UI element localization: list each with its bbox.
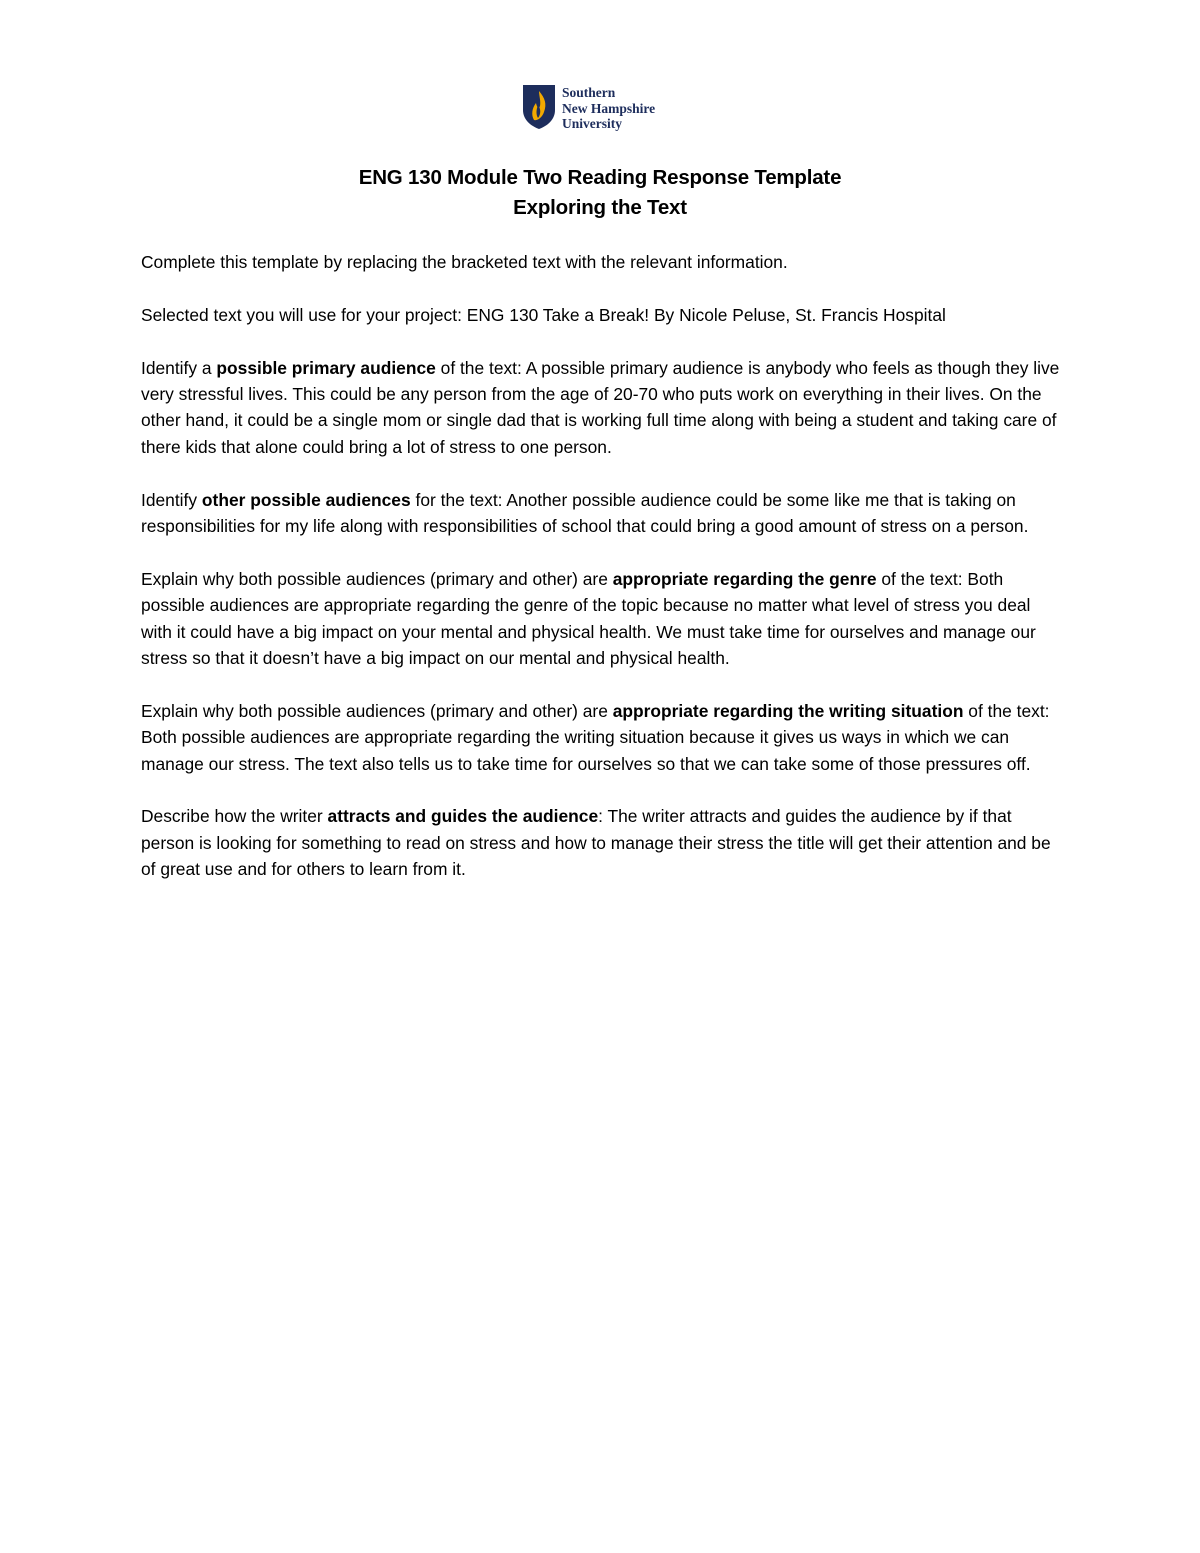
- prompt-text: of the text:: [435, 357, 526, 378]
- prompt-text: Identify: [141, 489, 202, 510]
- attracts-guides-paragraph: [141, 803, 1061, 882]
- primary-audience-paragraph: [141, 355, 1061, 461]
- prompt-keyword: other possible audiences: [201, 489, 411, 510]
- prompt-text: Explain why both possible audiences (primary and other) are: [141, 568, 613, 589]
- logo-line-2: New Hampshire: [562, 100, 656, 116]
- other-audiences-paragraph: [141, 487, 1061, 540]
- prompt-text: Identify a: [141, 357, 217, 378]
- prompt-keyword: appropriate regarding the genre: [612, 568, 877, 589]
- prompt-text: :: [598, 806, 608, 827]
- prompt-text: Describe how the writer: [141, 806, 328, 827]
- response-text: The writer attracts and guides the audience by if that person is looking for something to read on stress and how to manage their stress the title will get their attention and be of great use and for others to learn from it.: [141, 806, 1051, 880]
- prompt-text: Explain why both possible audiences (primary and other) are: [141, 700, 613, 721]
- document-subtitle: Exploring the Text: [513, 196, 687, 219]
- prompt-text: for the text:: [410, 489, 507, 510]
- genre-paragraph: [141, 566, 1061, 672]
- response-text: Both possible audiences are appropriate regarding the genre of the topic because no matter what level of stress you deal with it could have a big impact on your mental and physical health. We must take time for ourselves and manage our stress so that it doesn’t have a big impact on our mental and physical health.: [141, 568, 1036, 669]
- prompt-text: of the text:: [876, 568, 968, 589]
- selected-text-answer: ENG 130 Take a Break! By Nicole Peluse, St. Francis Hospital: [466, 304, 946, 325]
- logo-line-3: University: [562, 116, 622, 131]
- document-title: ENG 130 Module Two Reading Response Template: [358, 166, 842, 189]
- document-header: [0, 163, 1200, 223]
- prompt-keyword: appropriate regarding the writing situation: [612, 700, 964, 721]
- university-logo: [522, 84, 655, 132]
- prompt-text: of the text:: [963, 700, 1050, 721]
- prompt-keyword: possible primary audience: [216, 357, 436, 378]
- instructions: Complete this template by replacing the bracketed text with the relevant information.: [141, 252, 788, 272]
- response-text: Both possible audiences are appropriate regarding the writing situation because it gives us ways in which we can manage our stress. The text also tells us to take time for ourselves so that we can take some of those pressures off.: [141, 727, 1031, 774]
- prompt-keyword: attracts and guides the audience: [327, 806, 599, 827]
- response-text: Another possible audience could be some like me that is taking on responsibilities for my life along with responsibilities of school that could bring a good amount of stress on a person.: [141, 489, 1029, 537]
- logo-wordmark: [562, 85, 655, 132]
- response-text: A possible primary audience is anybody who feels as though they live very stressful lives. This could be any person from the age of 20-70 who puts work on everything in their lives. On the other hand, it could be a single mom or single dad that is working full time along with being a student and taking care of there kids that alone could bring a lot of stress to one person.: [141, 357, 1060, 457]
- logo-line-1: Southern: [562, 85, 616, 100]
- selected-text-prompt: Selected text you will use for your project:: [141, 304, 467, 325]
- writing-situation-paragraph: [141, 698, 1061, 777]
- document-body: [141, 249, 1061, 909]
- shield-flame-icon: [522, 84, 556, 130]
- selected-text-paragraph: [141, 302, 1061, 328]
